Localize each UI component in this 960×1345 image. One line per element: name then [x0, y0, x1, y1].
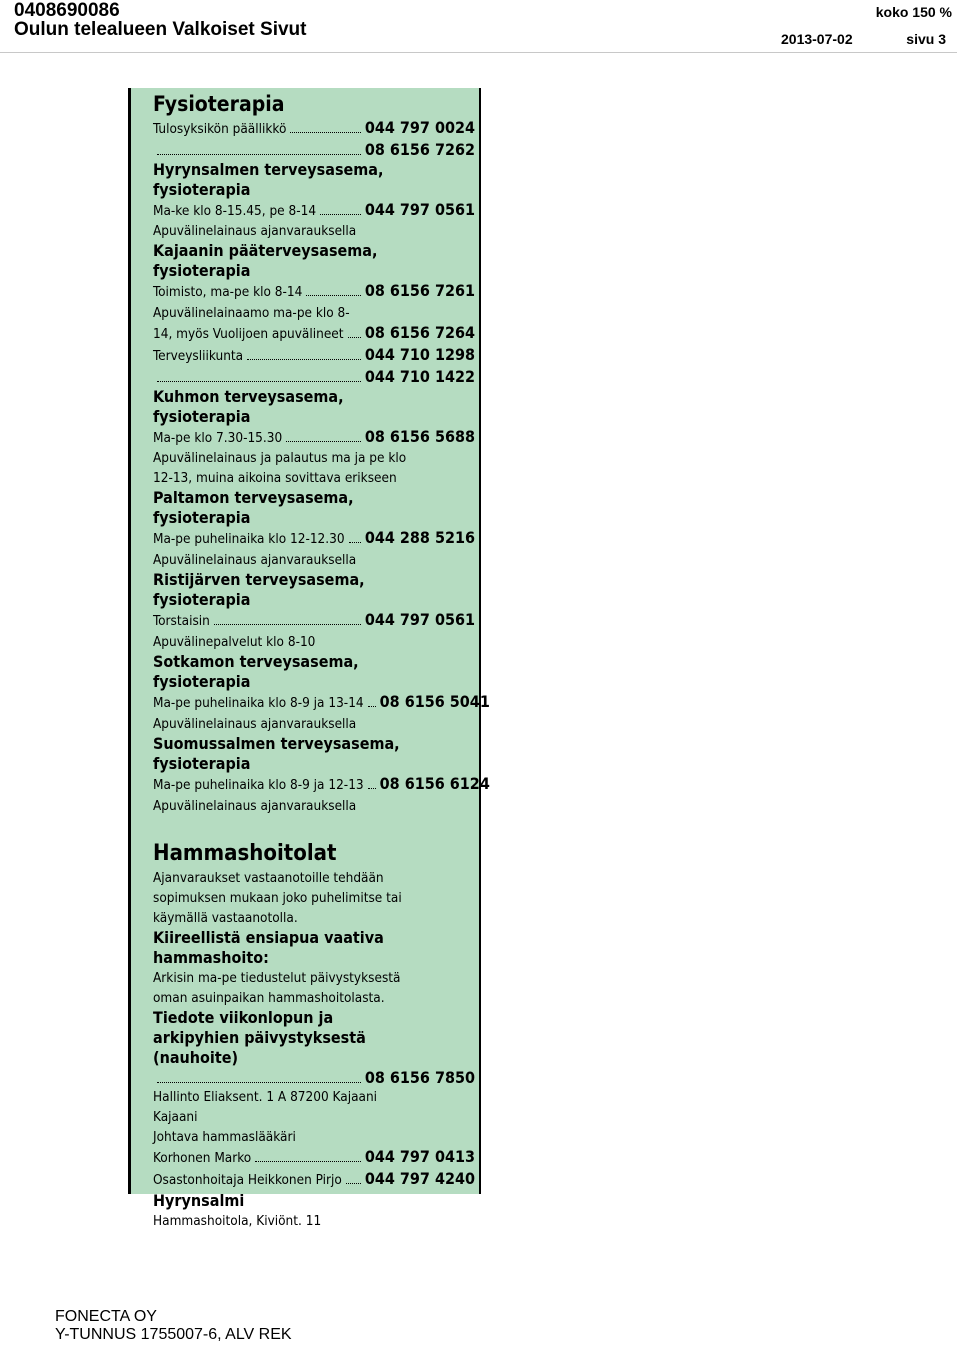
entry-heading: fysioterapia — [153, 261, 251, 281]
phone-number[interactable]: 08 6156 7850 — [364, 1067, 475, 1087]
listing-row — [153, 281, 475, 303]
listing-row — [153, 691, 490, 714]
entry-heading: Hyrynsalmi — [153, 1190, 245, 1210]
entry-heading: Ristijärven terveysasema, — [153, 570, 365, 590]
phone-number[interactable]: 044 710 1422 — [364, 366, 475, 386]
footer-business-id: Y-TUNNUS 1755007-6, ALV REK — [55, 1326, 292, 1343]
entry-heading: arkipyhien päivystyksestä — [153, 1027, 366, 1047]
entry-heading: fysioterapia — [153, 753, 251, 773]
listing-row — [153, 345, 475, 367]
phone-number[interactable]: 08 6156 5041 — [379, 691, 490, 711]
row-label: Ma-pe klo 7.30-15.30 — [153, 429, 283, 446]
row-label: Ma-ke klo 8-15.45, pe 8-14 — [153, 202, 317, 219]
phone-number[interactable]: 044 710 1298 — [364, 344, 475, 364]
leader-dots — [247, 358, 361, 360]
row-label: Ma-pe puhelinaika klo 12-12.30 — [153, 531, 345, 548]
listing-row — [153, 1169, 475, 1191]
leader-dots — [348, 336, 361, 338]
phone-number[interactable]: 044 797 0024 — [364, 118, 475, 137]
row-label: Toimisto, ma-pe klo 8-14 — [153, 284, 303, 301]
listing-row — [153, 140, 475, 160]
entry-text: Ajanvaraukset vastaanotoille tehdään — [153, 869, 384, 886]
entry-heading: Kuhmon terveysasema, — [153, 386, 344, 406]
entry-heading: Tiedote viikonlopun ja — [153, 1007, 334, 1027]
phone-number[interactable]: 044 797 0413 — [364, 1147, 475, 1167]
leader-dots — [368, 787, 376, 789]
row-label: Korhonen Marko — [153, 1150, 252, 1167]
listing-row — [153, 323, 475, 345]
listing-row — [153, 200, 475, 222]
entry-text: Apuvälinelainaus ajanvarauksella — [153, 552, 357, 569]
entry-heading: (nauhoite) — [153, 1047, 239, 1067]
row-label: Torstaisin — [153, 613, 210, 630]
leader-dots — [320, 213, 361, 215]
entry-heading: Kiireellistä ensiapua vaativa — [153, 927, 384, 947]
phone-number[interactable]: 08 6156 7262 — [364, 139, 475, 159]
leader-dots — [346, 1182, 361, 1184]
phone-number[interactable]: 08 6156 7261 — [364, 281, 475, 301]
row-label: Terveysliikunta — [153, 347, 244, 364]
entry-text: oman asuinpaikan hammashoitolasta. — [153, 989, 385, 1006]
entry-text: Kajaani — [153, 1109, 198, 1126]
entry-heading: Suomussalmen terveysasema, — [153, 733, 400, 753]
entry-heading: fysioterapia — [153, 671, 251, 691]
listing-content — [153, 90, 490, 1231]
section-title-fysioterapia: Fysioterapia — [153, 92, 285, 116]
listing-row — [153, 427, 475, 449]
entry-heading: Paltamon terveysasema, — [153, 488, 354, 508]
leader-dots — [157, 153, 361, 155]
row-label: Osastonhoitaja Heikkonen Pirjo — [153, 1172, 342, 1189]
leader-dots — [157, 380, 361, 382]
page-number: sivu 3 — [906, 31, 946, 47]
phone-number[interactable]: 044 288 5216 — [364, 528, 475, 548]
entry-heading: hammashoito: — [153, 947, 269, 967]
listing-row — [153, 1068, 475, 1088]
entry-text: Apuvälinelainaus ajanvarauksella — [153, 715, 357, 732]
entry-heading: fysioterapia — [153, 179, 251, 199]
header-divider — [0, 52, 957, 53]
leader-dots — [286, 440, 361, 442]
entry-heading: fysioterapia — [153, 508, 251, 528]
phone-number[interactable]: 044 797 0561 — [364, 199, 475, 219]
entry-text: Apuvälinelainaus ja palautus ma ja pe klo — [153, 450, 407, 467]
listing-row — [153, 118, 475, 140]
entry-heading: fysioterapia — [153, 406, 251, 426]
phone-number[interactable]: 08 6156 6124 — [379, 773, 490, 793]
zoom-level: koko 150 % — [875, 4, 952, 20]
section-title-hammashoitolat: Hammashoitolat — [153, 840, 337, 866]
leader-dots — [349, 541, 361, 543]
entry-text: Arkisin ma-pe tiedustelut päivystyksestä — [153, 969, 401, 986]
entry-text: Apuvälinelainaus ajanvarauksella — [153, 223, 357, 240]
leader-dots — [290, 131, 360, 133]
entry-heading: fysioterapia — [153, 590, 251, 610]
row-label: Ma-pe puhelinaika klo 8-9 ja 12-13 — [153, 776, 364, 793]
entry-heading: Kajaanin pääterveysasema, — [153, 241, 378, 261]
phone-number[interactable]: 044 797 4240 — [364, 1169, 475, 1189]
entry-text: Apuvälinelainaamo ma-pe klo 8- — [153, 305, 350, 322]
listing-row — [153, 610, 475, 632]
leader-dots — [306, 294, 361, 296]
phone-number[interactable]: 08 6156 5688 — [364, 426, 475, 446]
entry-text: sopimuksen mukaan joko puhelimitse tai — [153, 889, 402, 906]
entry-text: Johtava hammaslääkäri — [153, 1129, 296, 1146]
footer-company: FONECTA OY — [55, 1308, 157, 1325]
leader-dots — [157, 1081, 361, 1083]
listing-row — [153, 1147, 475, 1169]
row-label: Ma-pe puhelinaika klo 8-9 ja 13-14 — [153, 694, 364, 711]
entry-text: Hallinto Eliaksent. 1 A 87200 Kajaani — [153, 1089, 378, 1106]
listing-row — [153, 773, 490, 796]
entry-heading: Hyrynsalmen terveysasema, — [153, 159, 384, 179]
leader-dots — [368, 705, 376, 707]
row-label: 14, myös Vuolijoen apuvälineet — [153, 326, 344, 343]
entry-text: Apuvälinepalvelut klo 8-10 — [153, 633, 316, 650]
row-label: Tulosyksikön päällikkö — [153, 121, 287, 137]
entry-text: Hammashoitola, Kiviönt. 11 — [153, 1212, 322, 1229]
entry-heading: Sotkamon terveysasema, — [153, 651, 359, 671]
header-date: 2013-07-02 — [781, 31, 853, 47]
leader-dots — [214, 623, 361, 625]
entry-text: 12-13, muina aikoina sovittava erikseen — [153, 470, 397, 487]
phone-number[interactable]: 08 6156 7264 — [364, 323, 475, 343]
listing-row — [153, 367, 475, 387]
header-title: Oulun telealueen Valkoiset Sivut — [14, 19, 307, 40]
phone-number[interactable]: 044 797 0561 — [364, 610, 475, 630]
header-phone: 0408690086 — [14, 0, 120, 21]
listing-row — [153, 528, 475, 550]
entry-text: Apuvälinelainaus ajanvarauksella — [153, 797, 357, 814]
leader-dots — [255, 1160, 361, 1162]
entry-text: käymällä vastaanotolla. — [153, 909, 298, 926]
